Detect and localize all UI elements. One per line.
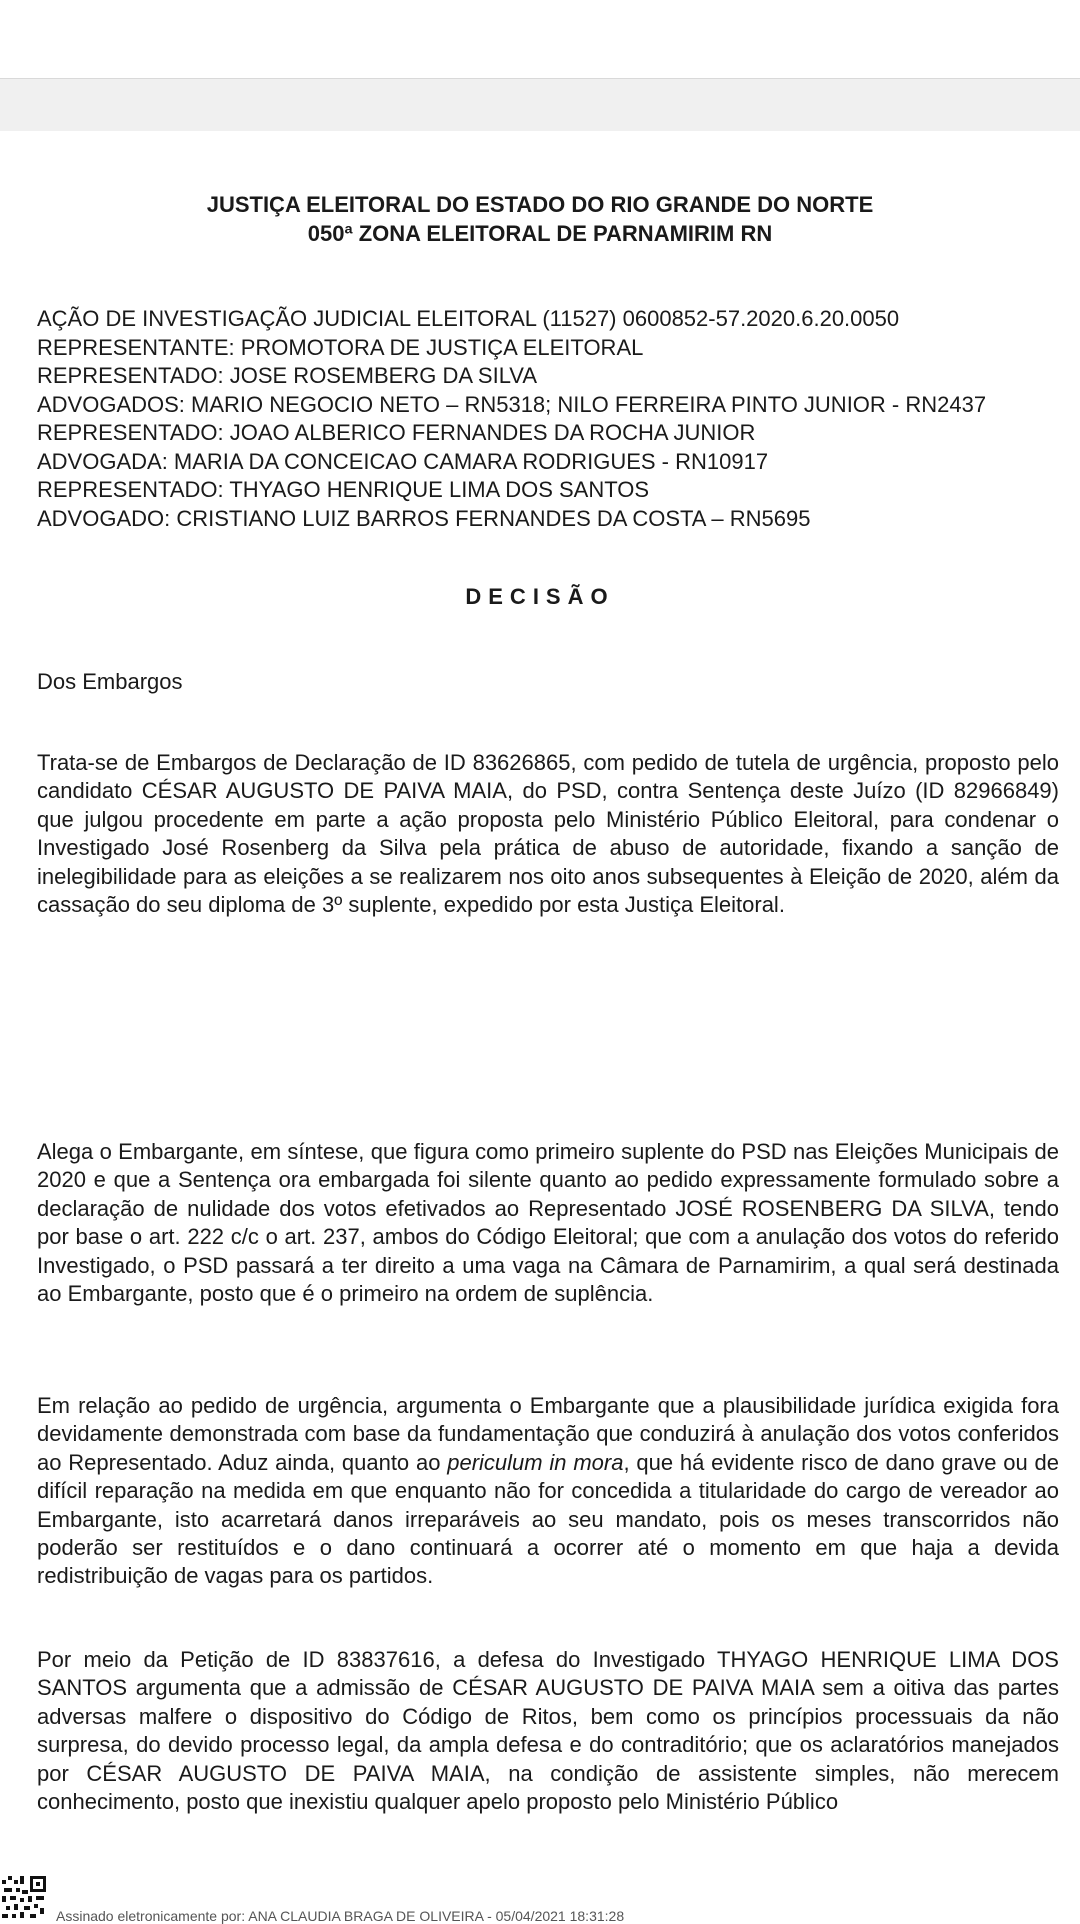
court-name: JUSTIÇA ELEITORAL DO ESTADO DO RIO GRANDE DO NORTE	[206, 192, 874, 217]
top-toolbar	[0, 0, 1080, 78]
electoral-zone: 050ª ZONA ELEITORAL DE PARNAMIRIM RN	[307, 221, 773, 246]
paragraph-4: Por meio da Petição de ID 83837616, a defesa do Investigado THYAGO HENRIQUE LIMA DOS SANTOS argumenta que a admissão de CÉSAR AUGUSTO DE PAIVA MAIA sem a oitiva das partes adversas malfere o dispositivo do Código de Ritos, bem como os princípios processuais da não surpresa, do devido processo legal, da ampla defesa e do contraditório; que os aclaratórios manejados por CÉSAR AUGUSTO DE PAIVA MAIA, na condição de assistente simples, não merecem conhecimento, posto que inexistiu qualquer apelo proposto pelo Ministério Público	[37, 1647, 1059, 1815]
paragraph-3	[37, 1392, 1059, 1591]
page-gap	[0, 78, 1080, 132]
decision-title: DECISÃO	[465, 584, 615, 609]
paragraph-3-part-a: Em relação ao pedido de urgência, argumenta o Embargante que a plausibilidade jurídica exigida fora devidamente demonstrada com base da fundamentação que conduzirá à anulação dos votos conferidos ao Representado. Aduz ainda, quanto ao	[37, 1393, 1059, 1475]
party-representado-2: REPRESENTADO: JOAO ALBERICO FERNANDES DA ROCHA JUNIOR	[37, 420, 756, 445]
party-representado-1: REPRESENTADO: JOSE ROSEMBERG DA SILVA	[37, 363, 538, 388]
court-header	[0, 190, 1080, 248]
party-representante: REPRESENTANTE: PROMOTORA DE JUSTIÇA ELEITORAL	[37, 334, 644, 360]
case-parties	[37, 305, 1057, 533]
paragraph-1: Trata-se de Embargos de Declaração de ID 83626865, com pedido de tutela de urgência, proposto pelo candidato CÉSAR AUGUSTO DE PAIVA MAIA, do PSD, contra Sentença deste Juízo (ID 82966849) que julgou procedente em parte a ação proposta pelo Ministério Público Eleitoral, para condenar o Investigado José Rosenberg da Silva pela prática de abuso de autoridade, fixando a sanção de inelegibilidade para as eleições a se realizarem nos oito anos subsequentes à Eleição de 2020, além da cassação do seu diploma de 3º suplente, expedido por esta Justiça Eleitoral.	[37, 750, 1059, 918]
party-representado-3: REPRESENTADO: THYAGO HENRIQUE LIMA DOS SANTOS	[37, 477, 650, 502]
paragraph-2: Alega o Embargante, em síntese, que figura como primeiro suplente do PSD nas Eleições Municipais de 2020 e que a Sentença ora embargada foi silente quanto ao pedido expressamente formulado sobre a declaração de nulidade dos votos efetivados ao Representado JOSÉ ROSENBERG DA SILVA, tendo por base o art. 222 c/c o art. 237, ambos do Código Eleitoral; que com a anulação dos votos do referido Investigado, o PSD passará a ter direito a uma vaga na Câmara de Parnamirim, a qual será destinada ao Embargante, posto que é o primeiro na ordem de suplência.	[37, 1139, 1059, 1307]
qr-code-icon	[0, 1874, 48, 1920]
latin-term: periculum in mora	[447, 1449, 624, 1475]
party-advogados-1: ADVOGADOS: MARIO NEGOCIO NETO – RN5318; NILO FERREIRA PINTO JUNIOR - RN2437	[37, 391, 987, 417]
signature-footer: Assinado eletronicamente por: ANA CLAUDIA BRAGA DE OLIVEIRA - 05/04/2021 18:31:28	[56, 1908, 625, 1924]
section-title: Dos Embargos	[37, 669, 183, 694]
party-advogado-3: ADVOGADO: CRISTIANO LUIZ BARROS FERNANDES DA COSTA – RN5695	[37, 505, 811, 531]
party-advogada-2: ADVOGADA: MARIA DA CONCEICAO CAMARA RODRIGUES - RN10917	[37, 448, 769, 474]
case-type: AÇÃO DE INVESTIGAÇÃO JUDICIAL ELEITORAL (11527) 0600852-57.2020.6.20.0050	[37, 306, 900, 331]
paragraph-3-part-b: , que há evidente risco de dano grave ou de difícil reparação na medida em que enquanto não for concedida a titularidade do cargo de vereador ao Embargante, isto acarretará danos irreparáveis ao seu mandato, pois os meses transcorridos não poderão ser restituídos e o dano continuará a ocorrer até o momento em que haja a devida redistribuição de vagas para os partidos.	[37, 1449, 1060, 1589]
